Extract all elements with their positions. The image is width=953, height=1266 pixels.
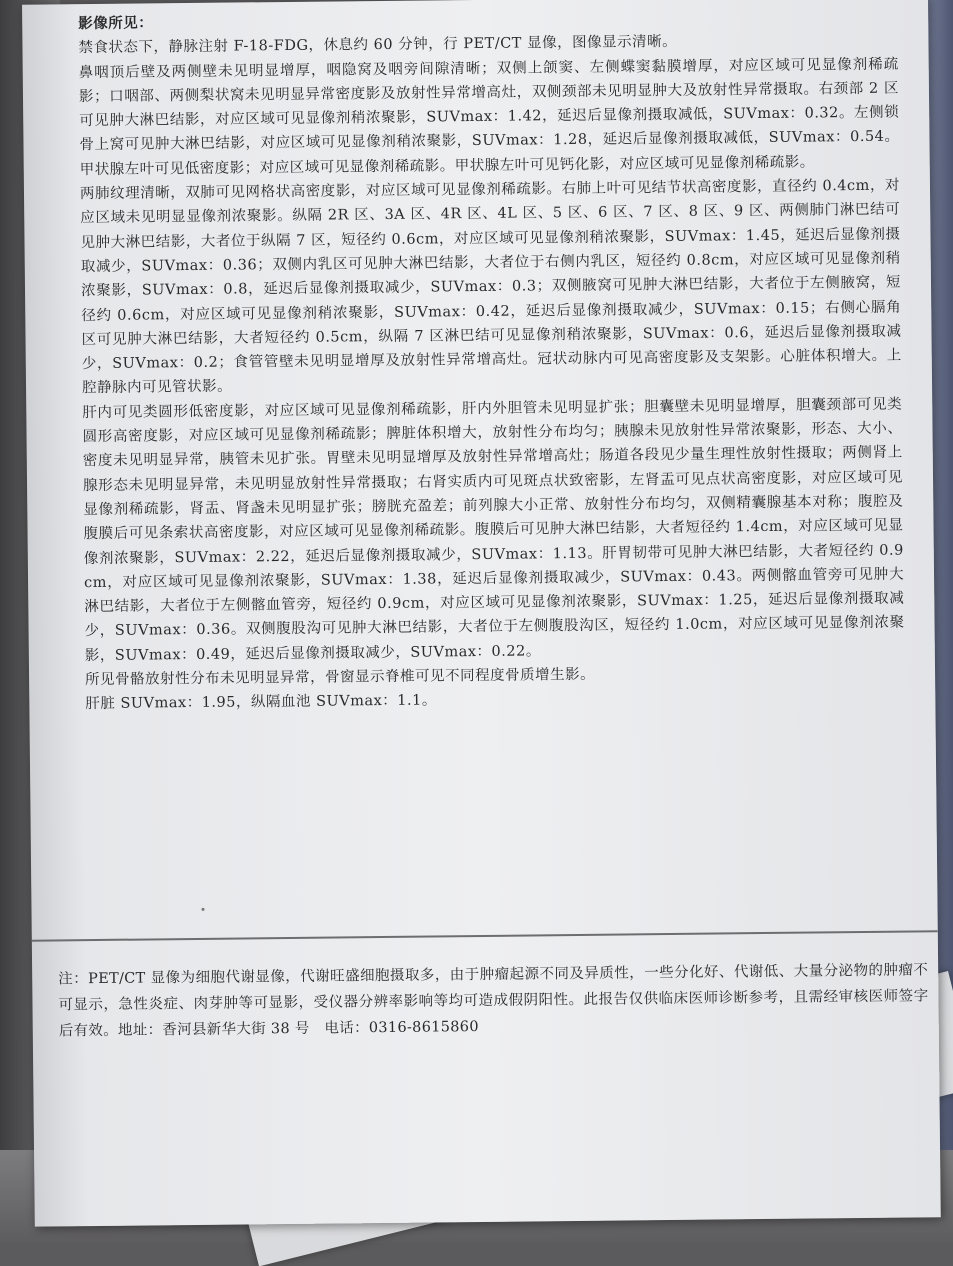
footer-divider: [32, 930, 938, 941]
report-paragraph-abdomen-pelvis: 肝内可见类圆形低密度影，对应区域可见显像剂稀疏影，肝内外胆管未见明显扩张；胆囊壁未见明显增厚，胆囊颈部可见类圆形高密度影，对应区域可见显像剂稀疏影；脾脏体积增大，放射性分布均匀；胰腺未见放射性异常浓聚影，形态、大小、密度未见明显异常，胰管未见扩张。胃壁未见明显增厚及放射性异常增高灶；肠道各段见少量生理性放射性摄取；两侧肾上腺形态未见明显异常，未见明显放射性异常摄取；右肾实质内可见斑点状致密影，左肾盂可见点状高密度影，对应区域可见显像剂稀疏影，肾盂、肾盏未见明显扩张；膀胱充盈差；前列腺大小正常、放射性分布均匀，双侧精囊腺基本对称；腹腔及腹膜后可见条索状高密度影，对应区域可见显像剂稀疏影。腹膜后可见肿大淋巴结影，大者短径约 1.4cm，对应区域可见显像剂浓聚影，SUVmax：2.22，延迟后显像剂摄取减少，SUVmax：1.13。肝胃韧带可见肿大淋巴结影，大者短径约 0.9cm，对应区域可见显像剂浓聚影，SUVmax：1.38，延迟后显像剂摄取减少，SUVmax：0.43。两侧髂血管旁可见肿大淋巴结影，大者位于左侧髂血管旁，短径约 0.9cm，对应区域可见显像剂浓聚影，SUVmax：1.25，延迟后显像剂摄取减少，SUVmax：0.36。双侧腹股沟可见肿大淋巴结影，大者位于左侧腹股沟区，短径约 1.0cm，对应区域可见显像剂浓聚影，SUVmax：0.49，延迟后显像剂摄取减少，SUVmax：0.22。: [82, 396, 905, 664]
report-paragraph-scan-conditions: 禁食状态下，静脉注射 F-18-FDG，休息约 60 分钟，行 PET/CT 显像，图像显示清晰。: [78, 34, 678, 57]
report-page: [22, 0, 941, 1227]
report-paragraph-chest: 两肺纹理清晰，双肺可见网格状高密度影，对应区域可见显像剂稀疏影。右肺上叶可见结节状高密度影，直径约 0.4cm，对应区域未见明显显像剂浓聚影。纵隔 2R 区、3A 区、4R 区、4L 区、5 区、6 区、7 区、8 区、9 区、两侧肺门淋巴结可见肿大淋巴结影，大者位于纵隔 7 区，短径约 0.6cm，对应区域可见显像剂稍浓聚影，SUVmax：1.45，延迟后显像剂摄取减少，SUVmax：0.36；双侧内乳区可见肿大淋巴结影，大者位于右侧内乳区，短径约 0.8cm，对应区域可见显像剂稍浓聚影，SUVmax：0.8，延迟后显像剂摄取减少，SUVmax：0.3；双侧腋窝可见肿大淋巴结影，大者位于左侧腋窝，短径约 0.6cm，对应区域可见显像剂稍浓聚影，SUVmax：0.42，延迟后显像剂摄取减少，SUVmax：0.15；右侧心膈角区可见肿大淋巴结影，大者短径约 0.5cm，纵隔 7 区淋巴结可见显像剂稍浓聚影，SUVmax：0.6，延迟后显像剂摄取减少，SUVmax：0.2；食管管壁未见明显增厚及放射性异常增高灶。冠状动脉内可见高密度影及支架影。心脏体积增大。上腔静脉内可见管状影。: [79, 177, 902, 397]
section-heading: 影像所见：: [78, 14, 154, 33]
report-paragraph-head-neck: 鼻咽顶后壁及两侧壁未见明显增厚，咽隐窝及咽旁间隙清晰；双侧上颌窦、左侧蝶窦黏膜增厚，对应区域可见显像剂稀疏影；口咽部、两侧梨状窝未见明显异常密度影及放射性异常增高灶，双侧颈部未见明显肿大及放射性异常摄取。右颈部 2 区可见肿大淋巴结影，对应区域可见显像剂稍浓聚影，SUVmax：1.42，延迟后显像剂摄取减低，SUVmax：0.32。左侧锁骨上窝可见肿大淋巴结影，对应区域可见显像剂稍浓聚影，SUVmax：1.28，延迟后显像剂摄取减低，SUVmax：0.54。甲状腺左叶可见低密度影；对应区域可见显像剂稀疏影。甲状腺左叶可见钙化影，对应区域可见显像剂稀疏影。: [78, 56, 900, 178]
paper-speck: [201, 908, 204, 911]
report-paragraph-bone: 所见骨骼放射性分布未见明显异常，骨窗显示脊椎可见不同程度骨质增生影。: [85, 666, 596, 689]
footer-disclaimer: 注：PET/CT 显像为细胞代谢显像，代谢旺盛细胞摄取多，由于肿瘤起源不同及异质性，一些分化好、代谢低、大量分泌物的肿瘤不可显示，急性炎症、肉芽肿等可显影，受仪器分辨率影响等均可造成假阴阳性。此报告仅供临床医师诊断参考，且需经审核医师签字后有效。地址：香河县新华大街 38 号 电话：0316-8615860: [58, 962, 929, 1040]
report-body: [78, 4, 905, 717]
report-paragraph-reference-suv: 肝脏 SUVmax：1.95，纵隔血池 SUVmax：1.1。: [85, 692, 437, 713]
